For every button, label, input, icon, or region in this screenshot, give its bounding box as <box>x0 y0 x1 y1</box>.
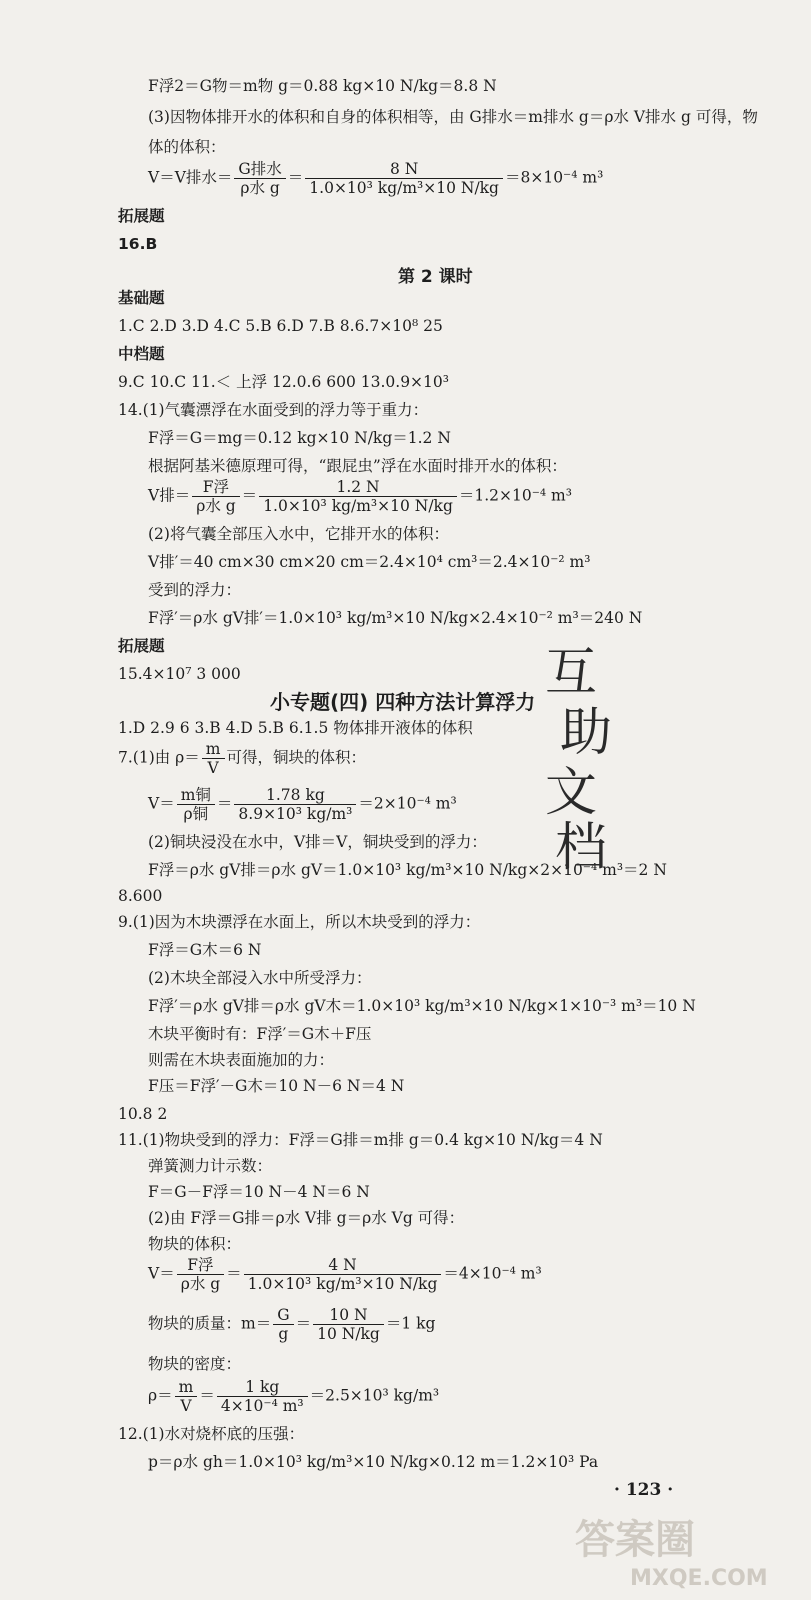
handwritten-char-4: 档 <box>555 818 608 878</box>
q7-line-c: (2)铜块浸没在水中，V排＝V，铜块受到的浮力： <box>148 833 487 851</box>
answers-basic: 1.C 2.D 3.D 4.C 5.B 6.D 7.B 8.6.7×10⁸ 25 <box>118 317 443 335</box>
q9-line-f: 则需在木块表面施加的力： <box>148 1051 335 1069</box>
q7-equation-volume: V＝ $\frac{\text{m铜}}{\text{ρ铜}}$ ＝ $\frac{1.78 kg}{\text{8.9×10³ kg/m³}}$ ＝2×10⁻⁴ m³ <box>148 786 457 823</box>
q11-line-d: (2)由 F浮＝G排＝ρ水 V排 g＝ρ水 Vg 可得： <box>148 1209 465 1227</box>
q14-line-c: 根据阿基米德原理可得，“跟屁虫”浮在水面时排开水的体积： <box>148 457 567 475</box>
q11-line-a: 11.(1)物块受到的浮力：F浮＝G排＝m排 g＝0.4 kg×10 N/kg＝4 N <box>118 1131 603 1149</box>
fraction: $\frac{m}{V}$ <box>202 740 225 777</box>
fraction: $\frac{G}{g}$ <box>273 1306 293 1343</box>
q14-line-g: 受到的浮力： <box>148 581 242 599</box>
answer-15: 15.4×10⁷ 3 000 <box>118 665 241 683</box>
fraction: $\frac{\text{F浮}}{\text{ρ水 g}}$ <box>192 478 239 515</box>
fraction: $\frac{\text{G排水}}{\text{ρ水 g}}$ <box>234 160 285 197</box>
q14-line-b: F浮＝G＝mg＝0.12 kg×10 N/kg＝1.2 N <box>148 429 451 447</box>
q14-line-f: V排′＝40 cm×30 cm×20 cm＝2.4×10⁴ cm³＝2.4×10⁻² m³ <box>148 553 591 571</box>
heading-intermediate: 中档题 <box>118 345 165 363</box>
answer-10: 10.8 2 <box>118 1105 168 1123</box>
q11-line-e: 物块的体积： <box>148 1235 242 1253</box>
line-3-reason: (3)因物体排开水的体积和自身的体积相等，由 G排水＝m排水 g＝ρ水 V排水 g 可得，物 <box>148 108 758 126</box>
q9-line-b: F浮＝G木＝6 N <box>148 941 262 959</box>
handwritten-char-3: 文 <box>545 763 598 823</box>
q11-equation-mass: 物块的质量：m＝ $\frac{G}{g}$ ＝ $\frac{10 N}{10 N/kg}$ ＝1 kg <box>148 1306 436 1343</box>
q12-line-b: p＝ρ水 gh＝1.0×10³ kg/m³×10 N/kg×0.12 m＝1.2×10³ Pa <box>148 1453 599 1471</box>
fraction: $\frac{1 kg}{\text{4×10⁻⁴ m³}}$ <box>217 1378 308 1415</box>
watermark-url: MXQE.COM <box>630 1566 768 1591</box>
q7-line-d: F浮＝ρ水 gV排＝ρ水 gV＝1.0×10³ kg/m³×10 N/kg×2×10⁻⁴ m³＝2 N <box>148 861 667 879</box>
fraction: $\frac{10 N}{10 N/kg}$ <box>313 1306 384 1343</box>
watermark-logo: 答案圈 <box>575 1517 695 1563</box>
fraction: $\frac{m}{V}$ <box>175 1378 198 1415</box>
handwritten-char-2: 助 <box>560 703 613 763</box>
line-f-float2: F浮2＝G物＝m物 g＝0.88 kg×10 N/kg＝8.8 N <box>148 77 497 95</box>
q11-equation-density: ρ＝ $\frac{m}{V}$ ＝ $\frac{1 kg}{\text{4×10⁻⁴ m³}}$ ＝2.5×10³ kg/m³ <box>148 1378 440 1415</box>
q9-line-d: F浮′＝ρ水 gV排＝ρ水 gV木＝1.0×10³ kg/m³×10 N/kg×1×10⁻³ m³＝10 N <box>148 997 696 1015</box>
q11-line-h: 物块的密度： <box>148 1355 242 1373</box>
fraction: $\frac{1.2 N}{\text{1.0×10³ kg/m³×10 N/kg}}$ <box>259 478 457 515</box>
q12-line-a: 12.(1)水对烧杯底的压强： <box>118 1425 305 1443</box>
page-number: · 123 · <box>614 1480 674 1500</box>
q14-line-h: F浮′＝ρ水 gV排′＝1.0×10³ kg/m³×10 N/kg×2.4×10⁻² m³＝240 N <box>148 609 643 627</box>
answer-16: 16.B <box>118 235 158 253</box>
q14-line-e: (2)将气囊全部压入水中，它排开水的体积： <box>148 525 449 543</box>
q7-line-a: 7.(1)由 ρ＝ $\frac{m}{V}$ 可得，铜块的体积： <box>118 740 367 777</box>
q11-line-b: 弹簧测力计示数： <box>148 1157 273 1175</box>
q11-equation-volume: V＝ $\frac{\text{F浮}}{\text{ρ水 g}}$ ＝ $\frac{4 N}{\text{1.0×10³ kg/m³×10 N/kg}}$ ＝4×10⁻⁴ m³ <box>148 1256 542 1293</box>
q11-line-c: F＝G－F浮＝10 N－4 N＝6 N <box>148 1183 370 1201</box>
heading-extension-1: 拓展题 <box>118 207 165 225</box>
fraction: $\frac{8 N}{\text{1.0×10³ kg/m³×10 N/kg}}$ <box>305 160 503 197</box>
section-title-lesson-2: 第 2 课时 <box>398 267 473 287</box>
q14-equation-volume: V排＝ $\frac{\text{F浮}}{\text{ρ水 g}}$ ＝ $\frac{1.2 N}{\text{1.0×10³ kg/m³×10 N/kg}}$ ＝1.2×10⁻⁴ m³ <box>148 478 572 515</box>
heading-basic: 基础题 <box>118 289 165 307</box>
q9-line-g: F压＝F浮′－G木＝10 N－6 N＝4 N <box>148 1077 405 1095</box>
q9-line-e: 木块平衡时有：F浮′＝G木＋F压 <box>148 1025 372 1043</box>
fraction: $\frac{4 N}{\text{1.0×10³ kg/m³×10 N/kg}}$ <box>244 1256 442 1293</box>
q9-line-a: 9.(1)因为木块漂浮在水面上，所以木块受到的浮力： <box>118 913 481 931</box>
answers-intermediate: 9.C 10.C 11.＜ 上浮 12.0.6 600 13.0.9×10³ <box>118 373 449 391</box>
section-title-special-topic: 小专题(四) 四种方法计算浮力 <box>270 690 536 714</box>
answer-8: 8.600 <box>118 887 163 905</box>
line-volume-label: 体的体积： <box>148 138 226 156</box>
fraction: $\frac{\text{m铜}}{\text{ρ铜}}$ <box>177 786 215 823</box>
heading-extension-2: 拓展题 <box>118 637 165 655</box>
fraction: $\frac{1.78 kg}{\text{8.9×10³ kg/m³}}$ <box>234 786 356 823</box>
q14-line-a: 14.(1)气囊漂浮在水面受到的浮力等于重力： <box>118 401 429 419</box>
equation-volume-1: V＝V排水＝ $\frac{\text{G排水}}{\text{ρ水 g}}$ ＝ $\frac{8 N}{\text{1.0×10³ kg/m³×10 N/kg}}$ ＝8×10⁻⁴ m³ <box>148 160 604 197</box>
handwritten-char-1: 互 <box>545 643 598 703</box>
answers-topic-1-6: 1.D 2.9 6 3.B 4.D 5.B 6.1.5 物体排开液体的体积 <box>118 719 473 737</box>
q9-line-c: (2)木块全部浸入水中所受浮力： <box>148 969 372 987</box>
fraction: $\frac{\text{F浮}}{\text{ρ水 g}}$ <box>177 1256 224 1293</box>
